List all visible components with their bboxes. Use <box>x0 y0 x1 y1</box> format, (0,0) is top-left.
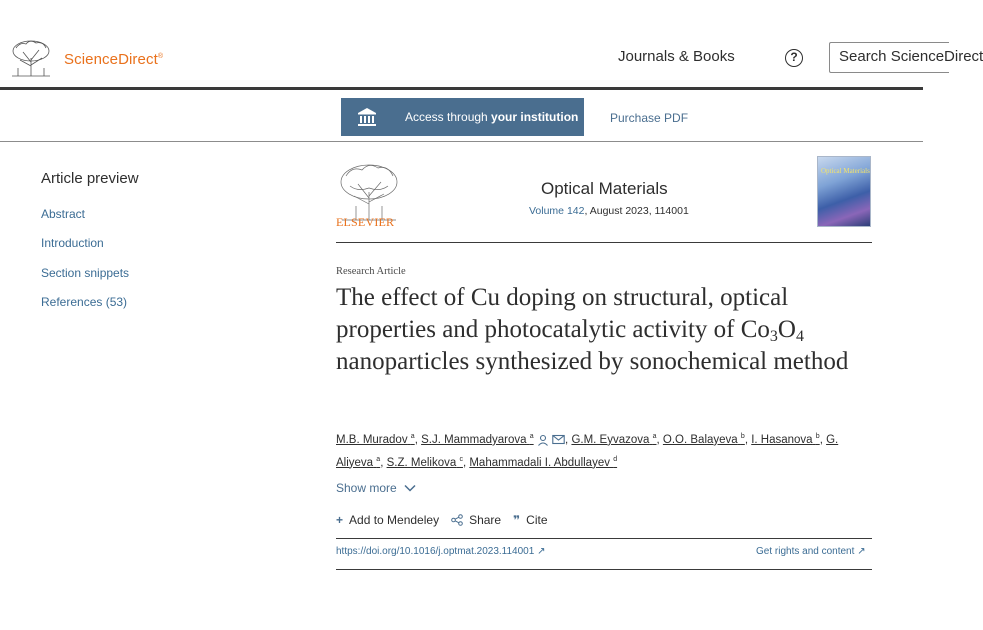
cover-title: Optical Materials <box>821 167 870 175</box>
share-icon <box>451 514 463 526</box>
purchase-pdf-link[interactable]: Purchase PDF <box>610 111 689 125</box>
plus-icon: + <box>336 513 344 527</box>
share-button[interactable]: Share <box>451 513 501 527</box>
site-header <box>0 0 983 90</box>
external-link-icon: ↗ <box>537 546 546 557</box>
chevron-down-icon <box>403 483 417 493</box>
external-link-icon: ↗ <box>857 546 866 557</box>
author-link[interactable]: Mahammadali I. Abdullayev $^d$ <box>469 455 618 469</box>
add-to-mendeley-button[interactable]: + Add to Mendeley <box>336 513 440 527</box>
divider <box>336 242 872 243</box>
search-input[interactable]: Search ScienceDirect <box>829 42 949 73</box>
access-bar <box>0 93 923 142</box>
help-icon[interactable]: ? <box>785 49 803 67</box>
sidebar-item-section-snippets[interactable]: Section snippets <box>41 266 130 280</box>
author-link[interactable]: O.O. Balayeva $^b$ <box>662 433 745 446</box>
access-institution-button[interactable] <box>341 98 584 136</box>
author-link[interactable]: I. Hasanova $^b$ <box>751 433 820 446</box>
author-link[interactable]: S.J. Mammadyarova $^a$ <box>421 433 534 446</box>
author-link[interactable]: G. Aliyeva $^a$ <box>336 433 839 469</box>
author-link[interactable]: S.Z. Melikova $^c$ <box>386 455 463 469</box>
journals-books-link[interactable]: Journals & Books <box>618 48 735 65</box>
journal-meta: Volume 142, August 2023, 114001 <box>529 205 689 217</box>
article-actions <box>336 513 560 527</box>
sidebar-item-references[interactable]: References (53) <box>41 295 128 309</box>
person-icon[interactable] <box>537 434 549 446</box>
journal-title[interactable]: Optical Materials <box>541 179 668 198</box>
volume-link[interactable]: Volume 142 <box>529 205 585 217</box>
show-more-button[interactable] <box>336 481 417 495</box>
get-rights-link[interactable]: Get rights and content ↗ <box>756 546 866 557</box>
institution-icon <box>357 107 377 127</box>
show-more-label: Show more <box>336 481 397 495</box>
sidebar-title: Article preview <box>41 170 139 187</box>
access-button-label: Access through your institution <box>405 110 579 124</box>
author-list: M.B. Muradov $^a$, S.J. Mammadyarova $^a$ , G.M. Eyvazova $^a$, O.O. Balayeva $^b$, I. Hasanova $^b$, G. Aliyeva $^a$, S.Z. Melikova $^c$, Mahammadali I. Abdullayev $^d$ <box>336 433 839 469</box>
author-link[interactable]: G.M. Eyvazova $^a$ <box>571 433 657 446</box>
doi-link[interactable]: https://doi.org/10.1016/j.optmat.2023.114001 ↗ <box>336 546 546 557</box>
quote-icon: ❞ <box>513 513 521 527</box>
brand-name[interactable]: ScienceDirect® <box>64 51 164 68</box>
email-icon[interactable] <box>552 434 565 445</box>
journal-cover[interactable] <box>817 156 871 227</box>
elsevier-tree-icon[interactable] <box>8 38 54 78</box>
sidebar-item-abstract[interactable]: Abstract <box>41 207 86 221</box>
article-type: Research Article <box>336 266 406 277</box>
divider <box>336 538 872 539</box>
cite-button[interactable]: ❞ Cite <box>513 513 548 527</box>
article-title: The effect of Cu doping on structural, optical properties and photocatalytic activity of $Co_3O_4$ nanoparticles synthesized by sonochemical method <box>336 284 849 375</box>
author-link[interactable]: M.B. Muradov $^a$ <box>336 433 415 446</box>
sidebar-item-introduction[interactable]: Introduction <box>41 236 104 250</box>
divider <box>336 569 872 570</box>
publisher-name: ELSEVIER <box>336 215 395 229</box>
